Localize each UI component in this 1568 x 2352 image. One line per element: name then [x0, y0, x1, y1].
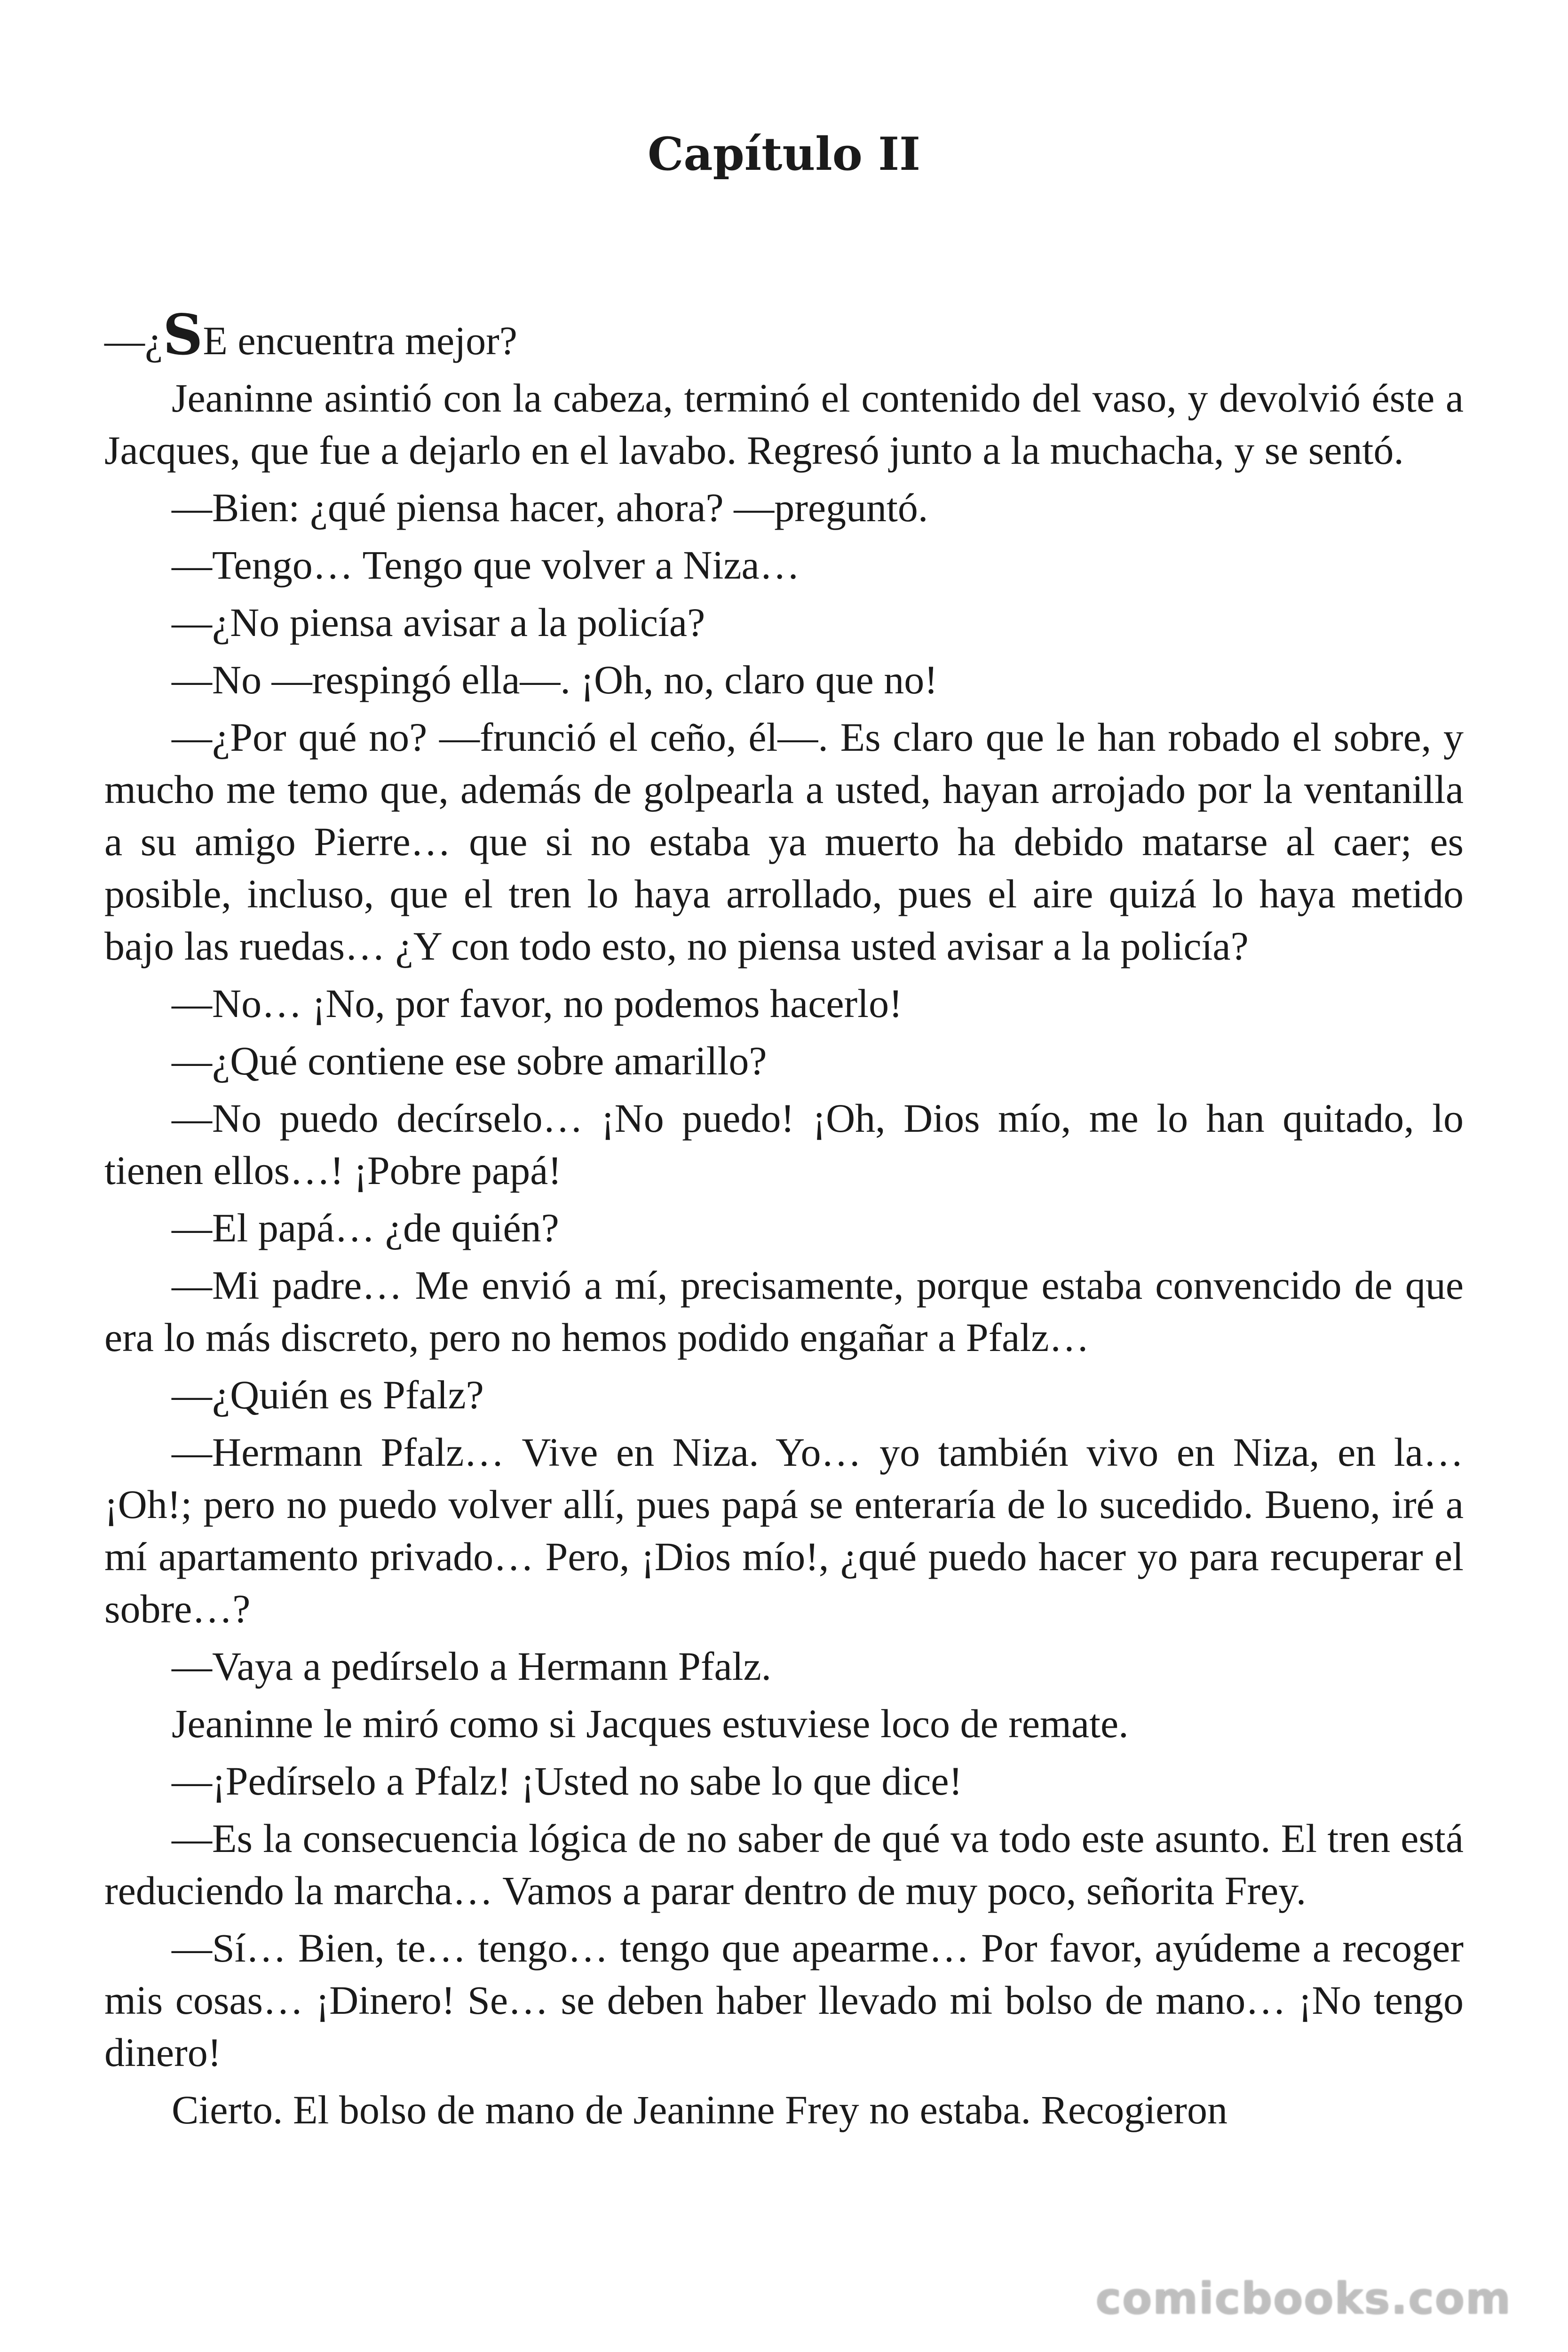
watermark: comicbooks.com	[1095, 2273, 1512, 2324]
body-text	[104, 302, 1464, 2141]
paragraph: —¿Quién es Pfalz?	[172, 1372, 484, 1417]
paragraph: —Vaya a pedírselo a Hermann Pfalz.	[172, 1644, 772, 1689]
paragraph: —Bien: ¿qué piensa hacer, ahora? —preguntó.	[172, 485, 928, 530]
drop-cap: S	[163, 302, 203, 367]
paragraph: —Mi padre… Me envió a mí, precisamente, porque estaba convencido de que era lo más discreto, pero no hemos podido engañar a Pfalz…	[104, 1263, 1464, 1360]
paragraph: —¿Por qué no? —frunció el ceño, él—. Es claro que le han robado el sobre, y mucho me temo que, además de golpearla a usted, hayan arrojado por la ventanilla a su amigo Pierre… que si no estaba ya muerto ha debido matarse al caer; es posible, incluso, que el tren lo haya arrollado, pues el aire quizá lo haya metido bajo las ruedas… ¿Y con todo esto, no piensa usted avisar a la policía?	[104, 715, 1464, 969]
paragraph: —¿No piensa avisar a la policía?	[172, 600, 705, 645]
paragraph: —El papá… ¿de quién?	[172, 1205, 559, 1250]
paragraph: Cierto. El bolso de mano de Jeaninne Frey no estaba. Recogieron	[172, 2087, 1227, 2132]
paragraph: —No… ¡No, por favor, no podemos hacerlo!	[172, 981, 903, 1026]
paragraph: —Hermann Pfalz… Vive en Niza. Yo… yo también vivo en Niza, en la… ¡Oh!; pero no puedo volver allí, pues papá se enteraría de lo sucedido. Bueno, iré a mí apartamento privado… Pero, ¡Dios mío!, ¿qué puedo hacer yo para recuperar el sobre…?	[104, 1430, 1464, 1631]
paragraph: —No puedo decírselo… ¡No puedo! ¡Oh, Dios mío, me lo han quitado, lo tienen ellos…! ¡Pobre papá!	[104, 1096, 1464, 1193]
opening-line	[104, 302, 1464, 367]
opening-prefix: —¿	[104, 318, 163, 363]
paragraph: Jeaninne asintió con la cabeza, terminó el contenido del vaso, y devolvió éste a Jacques, que fue a dejarlo en el lavabo. Regresó junto a la muchacha, y se sentó.	[104, 375, 1464, 473]
chapter-title: Capítulo II	[647, 127, 921, 181]
paragraph: —Es la consecuencia lógica de no saber de qué va todo este asunto. El tren está reduciendo la marcha… Vamos a parar dentro de muy poco, señorita Frey.	[104, 1816, 1464, 1913]
paragraph: —¿Qué contiene ese sobre amarillo?	[172, 1038, 767, 1083]
paragraph: Jeaninne le miró como si Jacques estuviese loco de remate.	[172, 1701, 1129, 1746]
paragraph: —Tengo… Tengo que volver a Niza…	[172, 542, 800, 588]
paragraph: —¡Pedírselo a Pfalz! ¡Usted no sabe lo que dice!	[172, 1758, 963, 1804]
paragraph: —Sí… Bien, te… tengo… tengo que apearme… Por favor, ayúdeme a recoger mis cosas… ¡Dinero! Se… se deben haber llevado mi bolso de mano… ¡No tengo dinero!	[104, 1925, 1464, 2075]
opening-rest: E encuentra mejor?	[203, 318, 517, 363]
paragraph: —No —respingó ella—. ¡Oh, no, claro que no!	[172, 657, 938, 702]
